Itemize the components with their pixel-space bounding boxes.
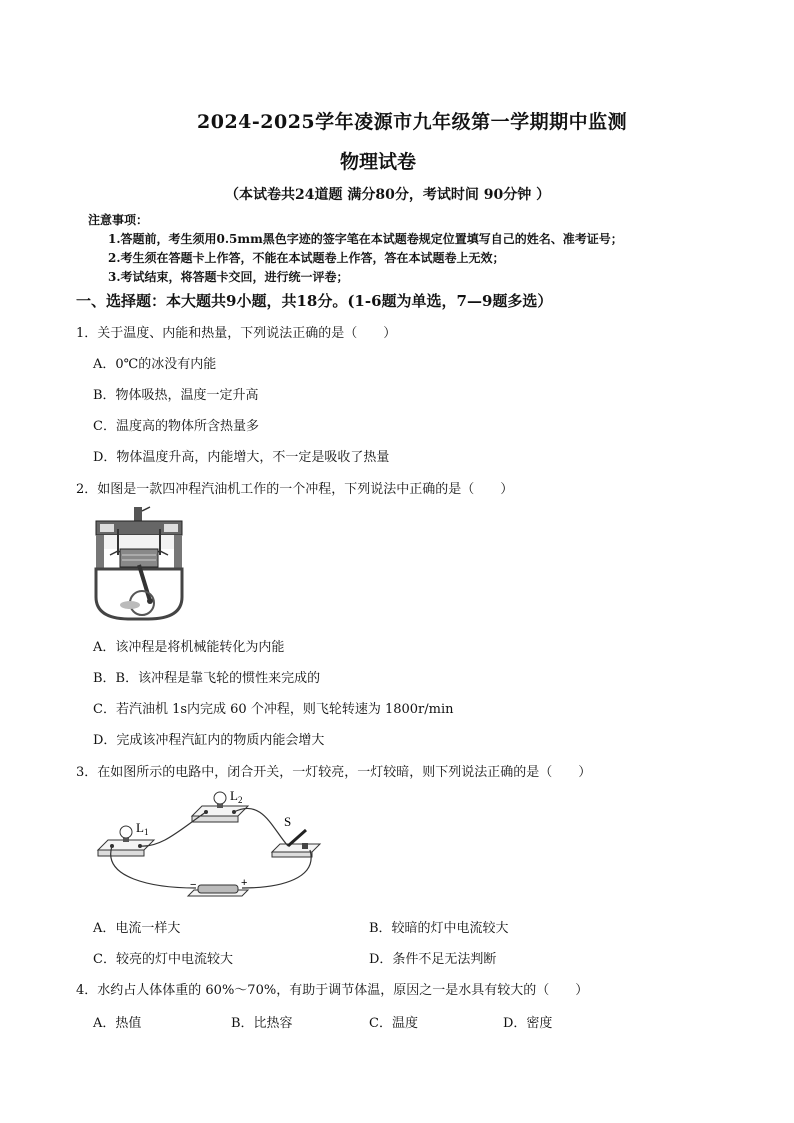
- switch-label: S: [284, 814, 292, 829]
- lamp-l1-bulb: [120, 826, 132, 838]
- notes-heading: 注意事项：: [88, 213, 149, 227]
- q1-option-b: B．物体吸热，温度一定升高: [93, 388, 259, 403]
- battery-plus-label: +: [241, 877, 248, 889]
- exam-title: 2024-2025学年凌源市九年级第一学期期中监测: [197, 111, 628, 133]
- exam-subtitle: 物理试卷: [340, 151, 417, 173]
- switch-board: [272, 844, 320, 852]
- question-1-stem: 1．关于温度、内能和热量，下列说法正确的是（ ）: [76, 326, 397, 341]
- exam-info: （本试卷共24道题 满分80分，考试时间 90分钟 ）: [225, 187, 551, 203]
- q3-option-b: B．较暗的灯中电流较大: [369, 921, 509, 936]
- q4-option-c: C．温度: [369, 1016, 418, 1031]
- q2-option-a: A．该冲程是将机械能转化为内能: [93, 640, 285, 655]
- wire-l2-switch: [234, 808, 288, 846]
- note-item-1: 1.答题前，考生须用0.5mm黑色字迹的签字笔在本试题卷规定位置填写自己的姓名、准考证号；: [108, 232, 623, 246]
- question-4-stem: 4．水约占人体体重的 60%～70%，有助于调节体温，原因之一是水具有较大的（ ）: [76, 983, 589, 998]
- q2-option-b: B．B．该冲程是靠飞轮的惯性来完成的: [93, 671, 321, 686]
- q2-option-d: D．完成该冲程汽缸内的物质内能会增大: [93, 733, 325, 748]
- q1-option-a: A．0℃的冰没有内能: [93, 357, 217, 372]
- crankcase: [96, 569, 182, 619]
- note-item-2: 2.考生须在答题卡上作答，不能在本试题卷上作答，答在本试题卷上无效；: [108, 251, 505, 265]
- q3-option-c: C．较亮的灯中电流较大: [93, 952, 233, 967]
- lamp-l2-bulb: [214, 792, 226, 804]
- q3-option-d: D．条件不足无法判断: [369, 952, 497, 967]
- section-heading: 一、选择题：本大题共9小题，共18分。(1-6题为单选，7—9题多选）: [76, 292, 553, 310]
- piston: [120, 549, 158, 567]
- lamp-l2-label: $L_2$: [230, 788, 243, 805]
- q4-option-d: D．密度: [503, 1016, 553, 1031]
- q1-option-d: D．物体温度升高，内能增大，不一定是吸收了热量: [93, 450, 390, 465]
- q1-option-c: C．温度高的物体所含热量多: [93, 419, 259, 434]
- q3-option-a: A．电流一样大: [93, 921, 181, 936]
- question-3-stem: 3．在如图所示的电路中，闭合开关，一灯较亮，一灯较暗，则下列说法正确的是（ ）: [76, 765, 592, 780]
- battery: [198, 885, 238, 893]
- question-2-stem: 2．如图是一款四冲程汽油机工作的一个冲程，下列说法中正确的是（ ）: [76, 482, 514, 497]
- lamp-l1-label: $L_1$: [136, 820, 149, 837]
- q4-option-b: B．比热容: [231, 1016, 293, 1031]
- spark-plug: [134, 507, 142, 521]
- q4-option-a: A．热值: [93, 1016, 142, 1031]
- note-item-3: 3.考试结束，将答题卡交回，进行统一评卷；: [108, 270, 349, 284]
- battery-minus-label: −: [190, 879, 197, 891]
- q2-option-c: C．若汽油机 1s内完成 60 个冲程，则飞轮转速为 1800r/min: [93, 702, 454, 717]
- engine-diagram: [90, 505, 190, 623]
- circuit-diagram: [92, 788, 332, 908]
